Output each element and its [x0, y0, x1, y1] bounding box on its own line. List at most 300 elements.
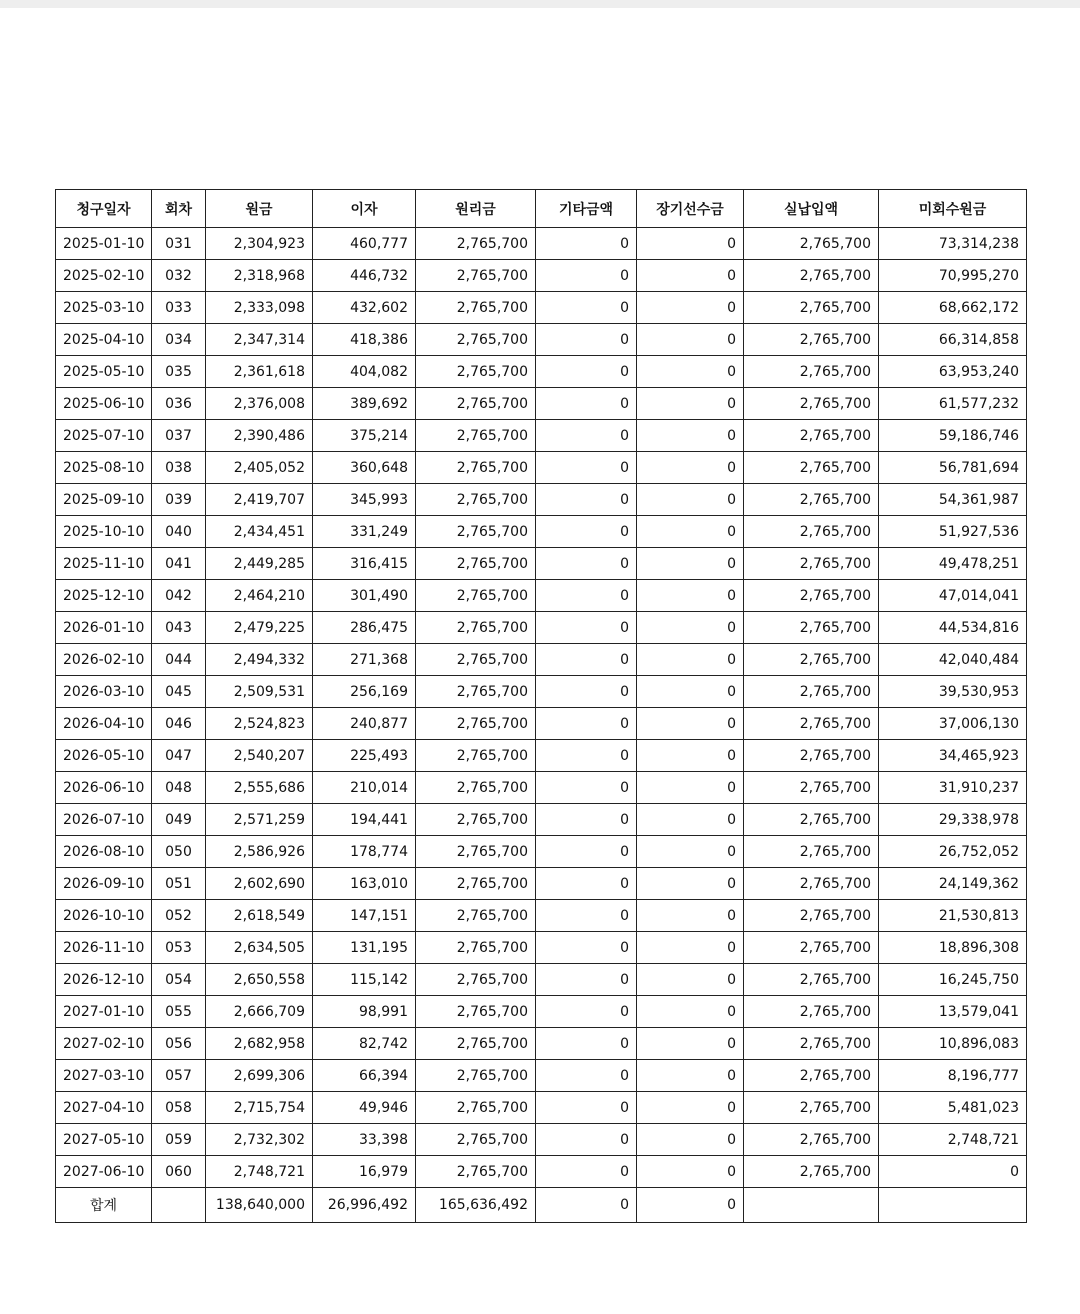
cell-billing-date: 2027-02-10 [56, 1028, 152, 1060]
cell-principal: 2,449,285 [206, 548, 313, 580]
cell-unrecovered-principal: 26,752,052 [879, 836, 1027, 868]
cell-actual-payment: 2,765,700 [744, 260, 879, 292]
cell-interest: 418,386 [313, 324, 416, 356]
cell-round: 037 [152, 420, 206, 452]
cell-actual-payment: 2,765,700 [744, 996, 879, 1028]
cell-interest: 446,732 [313, 260, 416, 292]
cell-other-amount: 0 [536, 548, 637, 580]
cell-other-amount: 0 [536, 1028, 637, 1060]
cell-principal: 2,390,486 [206, 420, 313, 452]
cell-actual-payment: 2,765,700 [744, 1060, 879, 1092]
cell-principal-interest: 2,765,700 [416, 644, 536, 676]
cell-principal-interest: 2,765,700 [416, 740, 536, 772]
cell-unrecovered-principal: 63,953,240 [879, 356, 1027, 388]
cell-billing-date: 2027-06-10 [56, 1156, 152, 1188]
table-row [56, 228, 1027, 260]
cell-long-term-advance: 0 [637, 836, 744, 868]
cell-principal-interest: 2,765,700 [416, 356, 536, 388]
cell-unrecovered-principal: 68,662,172 [879, 292, 1027, 324]
cell-unrecovered-principal: 49,478,251 [879, 548, 1027, 580]
cell-interest: 147,151 [313, 900, 416, 932]
cell-other-amount: 0 [536, 868, 637, 900]
cell-principal: 2,555,686 [206, 772, 313, 804]
cell-principal-interest: 2,765,700 [416, 612, 536, 644]
cell-actual-payment: 2,765,700 [744, 932, 879, 964]
cell-unrecovered-principal: 0 [879, 1156, 1027, 1188]
cell-actual-payment: 2,765,700 [744, 484, 879, 516]
cell-principal-interest: 2,765,700 [416, 516, 536, 548]
cell-interest: 301,490 [313, 580, 416, 612]
cell-principal: 2,304,923 [206, 228, 313, 260]
cell-unrecovered-principal: 59,186,746 [879, 420, 1027, 452]
cell-round: 051 [152, 868, 206, 900]
header-round: 회차 [152, 190, 206, 228]
cell-principal: 2,419,707 [206, 484, 313, 516]
cell-billing-date: 2026-09-10 [56, 868, 152, 900]
cell-round: 032 [152, 260, 206, 292]
cell-billing-date: 2025-02-10 [56, 260, 152, 292]
cell-billing-date: 2025-07-10 [56, 420, 152, 452]
cell-interest: 225,493 [313, 740, 416, 772]
cell-interest: 98,991 [313, 996, 416, 1028]
cell-billing-date: 2025-09-10 [56, 484, 152, 516]
cell-principal-interest: 2,765,700 [416, 548, 536, 580]
table-row [56, 612, 1027, 644]
cell-unrecovered-principal: 18,896,308 [879, 932, 1027, 964]
cell-principal: 2,540,207 [206, 740, 313, 772]
cell-principal: 2,682,958 [206, 1028, 313, 1060]
cell-unrecovered-principal: 31,910,237 [879, 772, 1027, 804]
cell-interest: 33,398 [313, 1124, 416, 1156]
cell-unrecovered-principal: 16,245,750 [879, 964, 1027, 996]
cell-principal: 2,634,505 [206, 932, 313, 964]
cell-principal-interest: 2,765,700 [416, 1060, 536, 1092]
cell-interest: 194,441 [313, 804, 416, 836]
cell-interest: 115,142 [313, 964, 416, 996]
cell-billing-date: 2026-01-10 [56, 612, 152, 644]
table-row [56, 676, 1027, 708]
repayment-schedule [55, 189, 1026, 1223]
cell-principal-interest: 2,765,700 [416, 388, 536, 420]
cell-other-amount: 0 [536, 644, 637, 676]
total-long-term-advance: 0 [637, 1188, 744, 1223]
cell-unrecovered-principal: 47,014,041 [879, 580, 1027, 612]
cell-unrecovered-principal: 66,314,858 [879, 324, 1027, 356]
table-row [56, 580, 1027, 612]
cell-actual-payment: 2,765,700 [744, 452, 879, 484]
cell-principal-interest: 2,765,700 [416, 708, 536, 740]
cell-other-amount: 0 [536, 388, 637, 420]
header-long-term-advance: 장기선수금 [637, 190, 744, 228]
cell-billing-date: 2026-10-10 [56, 900, 152, 932]
table-row [56, 932, 1027, 964]
cell-long-term-advance: 0 [637, 1156, 744, 1188]
cell-other-amount: 0 [536, 804, 637, 836]
cell-principal-interest: 2,765,700 [416, 996, 536, 1028]
repayment-schedule-table [55, 189, 1027, 1223]
cell-long-term-advance: 0 [637, 580, 744, 612]
cell-actual-payment: 2,765,700 [744, 548, 879, 580]
cell-actual-payment: 2,765,700 [744, 900, 879, 932]
cell-round: 057 [152, 1060, 206, 1092]
cell-long-term-advance: 0 [637, 1028, 744, 1060]
cell-actual-payment: 2,765,700 [744, 324, 879, 356]
cell-interest: 389,692 [313, 388, 416, 420]
cell-principal-interest: 2,765,700 [416, 676, 536, 708]
cell-billing-date: 2027-05-10 [56, 1124, 152, 1156]
cell-round: 047 [152, 740, 206, 772]
total-actual-payment [744, 1188, 879, 1223]
cell-other-amount: 0 [536, 292, 637, 324]
cell-other-amount: 0 [536, 420, 637, 452]
total-other-amount: 0 [536, 1188, 637, 1223]
cell-principal-interest: 2,765,700 [416, 1156, 536, 1188]
cell-round: 040 [152, 516, 206, 548]
table-row [56, 740, 1027, 772]
total-label: 합계 [56, 1188, 152, 1223]
cell-actual-payment: 2,765,700 [744, 612, 879, 644]
cell-other-amount: 0 [536, 740, 637, 772]
cell-principal-interest: 2,765,700 [416, 228, 536, 260]
total-principal: 138,640,000 [206, 1188, 313, 1223]
cell-unrecovered-principal: 54,361,987 [879, 484, 1027, 516]
cell-unrecovered-principal: 21,530,813 [879, 900, 1027, 932]
cell-interest: 432,602 [313, 292, 416, 324]
cell-other-amount: 0 [536, 356, 637, 388]
cell-principal: 2,434,451 [206, 516, 313, 548]
cell-actual-payment: 2,765,700 [744, 228, 879, 260]
cell-long-term-advance: 0 [637, 996, 744, 1028]
cell-long-term-advance: 0 [637, 868, 744, 900]
cell-long-term-advance: 0 [637, 708, 744, 740]
header-row [56, 190, 1027, 228]
cell-round: 053 [152, 932, 206, 964]
cell-round: 031 [152, 228, 206, 260]
cell-unrecovered-principal: 51,927,536 [879, 516, 1027, 548]
cell-billing-date: 2026-11-10 [56, 932, 152, 964]
cell-principal: 2,479,225 [206, 612, 313, 644]
cell-round: 048 [152, 772, 206, 804]
cell-other-amount: 0 [536, 484, 637, 516]
cell-round: 052 [152, 900, 206, 932]
cell-interest: 16,979 [313, 1156, 416, 1188]
cell-interest: 66,394 [313, 1060, 416, 1092]
cell-principal-interest: 2,765,700 [416, 580, 536, 612]
cell-long-term-advance: 0 [637, 804, 744, 836]
cell-long-term-advance: 0 [637, 388, 744, 420]
cell-unrecovered-principal: 61,577,232 [879, 388, 1027, 420]
table-row [56, 324, 1027, 356]
cell-principal-interest: 2,765,700 [416, 772, 536, 804]
cell-other-amount: 0 [536, 772, 637, 804]
cell-round: 041 [152, 548, 206, 580]
cell-billing-date: 2026-05-10 [56, 740, 152, 772]
cell-interest: 404,082 [313, 356, 416, 388]
table-row [56, 356, 1027, 388]
cell-actual-payment: 2,765,700 [744, 868, 879, 900]
cell-principal-interest: 2,765,700 [416, 1092, 536, 1124]
table-row [56, 548, 1027, 580]
cell-unrecovered-principal: 44,534,816 [879, 612, 1027, 644]
cell-principal: 2,715,754 [206, 1092, 313, 1124]
cell-interest: 163,010 [313, 868, 416, 900]
cell-principal: 2,732,302 [206, 1124, 313, 1156]
cell-principal: 2,618,549 [206, 900, 313, 932]
cell-round: 045 [152, 676, 206, 708]
cell-principal: 2,509,531 [206, 676, 313, 708]
cell-long-term-advance: 0 [637, 324, 744, 356]
table-row [56, 996, 1027, 1028]
table-row [56, 900, 1027, 932]
total-row [56, 1188, 1027, 1223]
cell-other-amount: 0 [536, 580, 637, 612]
table-row [56, 836, 1027, 868]
cell-interest: 331,249 [313, 516, 416, 548]
table-row [56, 292, 1027, 324]
cell-long-term-advance: 0 [637, 260, 744, 292]
cell-round: 058 [152, 1092, 206, 1124]
cell-long-term-advance: 0 [637, 484, 744, 516]
cell-unrecovered-principal: 29,338,978 [879, 804, 1027, 836]
cell-principal: 2,318,968 [206, 260, 313, 292]
cell-interest: 240,877 [313, 708, 416, 740]
cell-other-amount: 0 [536, 1060, 637, 1092]
cell-principal-interest: 2,765,700 [416, 804, 536, 836]
table-row [56, 1156, 1027, 1188]
header-principal: 원금 [206, 190, 313, 228]
cell-principal: 2,376,008 [206, 388, 313, 420]
cell-unrecovered-principal: 24,149,362 [879, 868, 1027, 900]
cell-round: 035 [152, 356, 206, 388]
cell-billing-date: 2026-04-10 [56, 708, 152, 740]
header-billing-date: 청구일자 [56, 190, 152, 228]
cell-round: 034 [152, 324, 206, 356]
cell-billing-date: 2026-02-10 [56, 644, 152, 676]
cell-interest: 131,195 [313, 932, 416, 964]
cell-actual-payment: 2,765,700 [744, 772, 879, 804]
cell-principal-interest: 2,765,700 [416, 452, 536, 484]
cell-long-term-advance: 0 [637, 676, 744, 708]
cell-round: 055 [152, 996, 206, 1028]
cell-long-term-advance: 0 [637, 932, 744, 964]
cell-principal-interest: 2,765,700 [416, 932, 536, 964]
cell-principal: 2,494,332 [206, 644, 313, 676]
cell-principal: 2,602,690 [206, 868, 313, 900]
cell-other-amount: 0 [536, 1124, 637, 1156]
cell-long-term-advance: 0 [637, 516, 744, 548]
cell-long-term-advance: 0 [637, 228, 744, 260]
cell-principal: 2,586,926 [206, 836, 313, 868]
cell-other-amount: 0 [536, 1092, 637, 1124]
cell-unrecovered-principal: 5,481,023 [879, 1092, 1027, 1124]
cell-round: 050 [152, 836, 206, 868]
cell-billing-date: 2027-01-10 [56, 996, 152, 1028]
cell-actual-payment: 2,765,700 [744, 356, 879, 388]
cell-principal: 2,666,709 [206, 996, 313, 1028]
cell-interest: 271,368 [313, 644, 416, 676]
cell-interest: 49,946 [313, 1092, 416, 1124]
cell-principal: 2,748,721 [206, 1156, 313, 1188]
cell-unrecovered-principal: 70,995,270 [879, 260, 1027, 292]
cell-long-term-advance: 0 [637, 644, 744, 676]
cell-billing-date: 2025-03-10 [56, 292, 152, 324]
total-interest: 26,996,492 [313, 1188, 416, 1223]
cell-long-term-advance: 0 [637, 1060, 744, 1092]
cell-interest: 82,742 [313, 1028, 416, 1060]
cell-principal-interest: 2,765,700 [416, 868, 536, 900]
cell-principal: 2,571,259 [206, 804, 313, 836]
cell-round: 043 [152, 612, 206, 644]
cell-actual-payment: 2,765,700 [744, 676, 879, 708]
cell-other-amount: 0 [536, 324, 637, 356]
cell-actual-payment: 2,765,700 [744, 740, 879, 772]
cell-billing-date: 2025-11-10 [56, 548, 152, 580]
cell-principal-interest: 2,765,700 [416, 420, 536, 452]
cell-round: 039 [152, 484, 206, 516]
cell-billing-date: 2025-08-10 [56, 452, 152, 484]
cell-interest: 460,777 [313, 228, 416, 260]
cell-actual-payment: 2,765,700 [744, 516, 879, 548]
cell-actual-payment: 2,765,700 [744, 292, 879, 324]
header-other-amount: 기타금액 [536, 190, 637, 228]
header-unrecovered-principal: 미회수원금 [879, 190, 1027, 228]
cell-billing-date: 2025-05-10 [56, 356, 152, 388]
cell-principal-interest: 2,765,700 [416, 1124, 536, 1156]
cell-principal: 2,405,052 [206, 452, 313, 484]
cell-actual-payment: 2,765,700 [744, 804, 879, 836]
table-row [56, 452, 1027, 484]
cell-other-amount: 0 [536, 260, 637, 292]
cell-other-amount: 0 [536, 932, 637, 964]
table-row [56, 260, 1027, 292]
cell-round: 044 [152, 644, 206, 676]
cell-interest: 178,774 [313, 836, 416, 868]
cell-long-term-advance: 0 [637, 900, 744, 932]
cell-unrecovered-principal: 42,040,484 [879, 644, 1027, 676]
cell-round: 046 [152, 708, 206, 740]
total-principal-interest: 165,636,492 [416, 1188, 536, 1223]
cell-billing-date: 2026-03-10 [56, 676, 152, 708]
cell-actual-payment: 2,765,700 [744, 836, 879, 868]
cell-actual-payment: 2,765,700 [744, 1028, 879, 1060]
header-principal-interest: 원리금 [416, 190, 536, 228]
cell-actual-payment: 2,765,700 [744, 580, 879, 612]
table-row [56, 1124, 1027, 1156]
cell-round: 036 [152, 388, 206, 420]
cell-principal: 2,361,618 [206, 356, 313, 388]
table-row [56, 644, 1027, 676]
table-body [56, 228, 1027, 1188]
cell-principal-interest: 2,765,700 [416, 836, 536, 868]
cell-interest: 345,993 [313, 484, 416, 516]
cell-principal: 2,347,314 [206, 324, 313, 356]
cell-long-term-advance: 0 [637, 548, 744, 580]
cell-long-term-advance: 0 [637, 740, 744, 772]
table-row [56, 1060, 1027, 1092]
table-row [56, 708, 1027, 740]
cell-actual-payment: 2,765,700 [744, 420, 879, 452]
table-row [56, 804, 1027, 836]
cell-principal-interest: 2,765,700 [416, 260, 536, 292]
cell-actual-payment: 2,765,700 [744, 1092, 879, 1124]
table-row [56, 964, 1027, 996]
header-actual-payment: 실납입액 [744, 190, 879, 228]
cell-principal-interest: 2,765,700 [416, 900, 536, 932]
cell-other-amount: 0 [536, 1156, 637, 1188]
cell-interest: 316,415 [313, 548, 416, 580]
cell-unrecovered-principal: 73,314,238 [879, 228, 1027, 260]
cell-round: 049 [152, 804, 206, 836]
cell-other-amount: 0 [536, 228, 637, 260]
cell-unrecovered-principal: 34,465,923 [879, 740, 1027, 772]
cell-long-term-advance: 0 [637, 964, 744, 996]
cell-billing-date: 2025-12-10 [56, 580, 152, 612]
cell-other-amount: 0 [536, 836, 637, 868]
cell-long-term-advance: 0 [637, 612, 744, 644]
total-round [152, 1188, 206, 1223]
cell-other-amount: 0 [536, 676, 637, 708]
cell-principal-interest: 2,765,700 [416, 324, 536, 356]
cell-unrecovered-principal: 37,006,130 [879, 708, 1027, 740]
cell-billing-date: 2026-06-10 [56, 772, 152, 804]
cell-interest: 286,475 [313, 612, 416, 644]
cell-other-amount: 0 [536, 964, 637, 996]
cell-long-term-advance: 0 [637, 772, 744, 804]
cell-unrecovered-principal: 8,196,777 [879, 1060, 1027, 1092]
cell-long-term-advance: 0 [637, 1124, 744, 1156]
cell-unrecovered-principal: 13,579,041 [879, 996, 1027, 1028]
cell-unrecovered-principal: 56,781,694 [879, 452, 1027, 484]
cell-billing-date: 2026-08-10 [56, 836, 152, 868]
top-status-strip [0, 0, 1080, 8]
cell-long-term-advance: 0 [637, 356, 744, 388]
cell-round: 038 [152, 452, 206, 484]
cell-long-term-advance: 0 [637, 292, 744, 324]
cell-interest: 210,014 [313, 772, 416, 804]
table-row [56, 516, 1027, 548]
cell-principal-interest: 2,765,700 [416, 484, 536, 516]
cell-actual-payment: 2,765,700 [744, 388, 879, 420]
cell-actual-payment: 2,765,700 [744, 708, 879, 740]
cell-long-term-advance: 0 [637, 452, 744, 484]
cell-principal: 2,333,098 [206, 292, 313, 324]
cell-round: 060 [152, 1156, 206, 1188]
cell-billing-date: 2025-04-10 [56, 324, 152, 356]
cell-round: 059 [152, 1124, 206, 1156]
cell-interest: 375,214 [313, 420, 416, 452]
cell-actual-payment: 2,765,700 [744, 1156, 879, 1188]
cell-billing-date: 2026-07-10 [56, 804, 152, 836]
cell-principal: 2,464,210 [206, 580, 313, 612]
cell-interest: 256,169 [313, 676, 416, 708]
cell-billing-date: 2025-06-10 [56, 388, 152, 420]
cell-principal-interest: 2,765,700 [416, 292, 536, 324]
table-row [56, 772, 1027, 804]
table-row [56, 868, 1027, 900]
cell-long-term-advance: 0 [637, 1092, 744, 1124]
cell-principal: 2,650,558 [206, 964, 313, 996]
cell-unrecovered-principal: 2,748,721 [879, 1124, 1027, 1156]
cell-actual-payment: 2,765,700 [744, 1124, 879, 1156]
cell-round: 054 [152, 964, 206, 996]
cell-round: 042 [152, 580, 206, 612]
cell-principal: 2,699,306 [206, 1060, 313, 1092]
table-row [56, 1092, 1027, 1124]
table-row [56, 388, 1027, 420]
table-row [56, 420, 1027, 452]
cell-other-amount: 0 [536, 708, 637, 740]
cell-round: 033 [152, 292, 206, 324]
